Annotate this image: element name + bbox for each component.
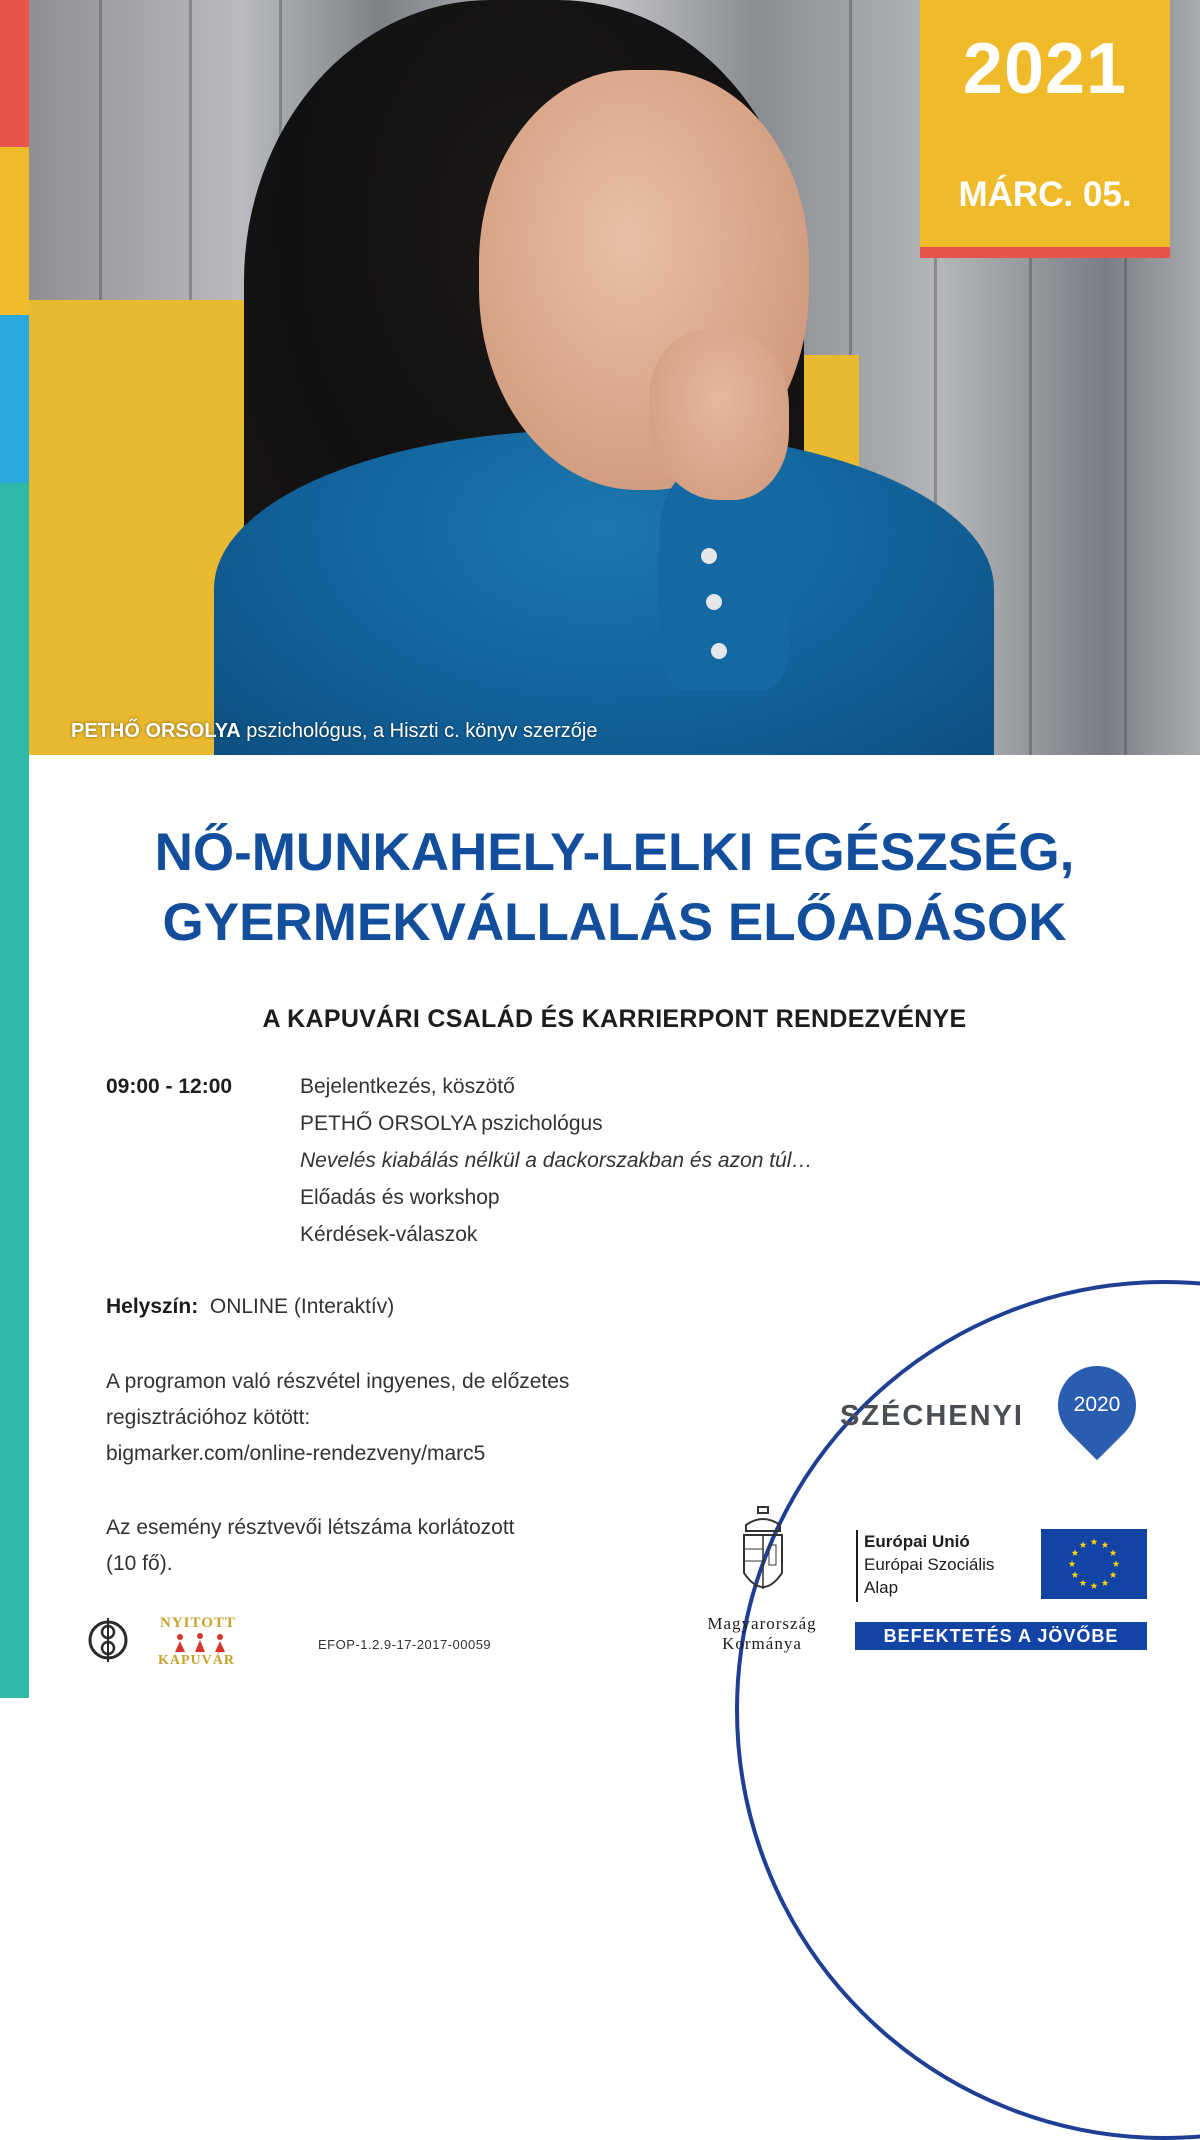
stripe-blue bbox=[0, 315, 29, 483]
nyitott-kapuvar-logo bbox=[150, 1615, 272, 1675]
schedule-item: PETHŐ ORSOLYA pszichológus bbox=[300, 1112, 603, 1135]
logo-text-bottom: KAPUVÁR bbox=[158, 1653, 235, 1668]
schedule-time: 09:00 - 12:00 bbox=[106, 1075, 233, 1098]
caption-role: pszichológus, a Hiszti c. könyv szerzője bbox=[246, 720, 598, 742]
registration-link[interactable]: bigmarker.com/online-rendezveny/marc5 bbox=[106, 1442, 486, 1465]
date-box bbox=[920, 0, 1170, 258]
government-line1: Magyarország bbox=[707, 1614, 817, 1633]
date-day: MÁRC. 05. bbox=[958, 175, 1132, 214]
event-title-line1: NŐ-MUNKAHELY-LELKI EGÉSZSÉG, bbox=[154, 823, 1075, 882]
eu-fund-line1: Európai Szociális bbox=[864, 1555, 995, 1574]
invest-banner: BEFEKTETÉS A JÖVŐBE bbox=[855, 1622, 1147, 1650]
photo-caption bbox=[71, 720, 598, 743]
location-value: ONLINE (Interaktív) bbox=[209, 1295, 395, 1318]
stripe-yellow bbox=[0, 147, 29, 315]
coat-of-arms-icon bbox=[738, 1505, 788, 1605]
project-code: EFOP-1.2.9-17-2017-00059 bbox=[318, 1637, 492, 1652]
logo-text-top: NYITOTT bbox=[160, 1615, 236, 1631]
event-title-line2: GYERMEKVÁLLALÁS ELŐADÁSOK bbox=[162, 893, 1067, 952]
event-subtitle: A KAPUVÁRI CSALÁD ÉS KARRIERPONT RENDEZVÉNYE bbox=[262, 1005, 967, 1033]
registration-line1: A programon való részvétel ingyenes, de előzetes bbox=[106, 1370, 570, 1393]
stripe-red bbox=[0, 0, 29, 147]
government-logo-text bbox=[672, 1614, 852, 1654]
organization-logo-icon bbox=[86, 1610, 130, 1670]
szechenyi-logo-text: SZÉCHENYI bbox=[840, 1400, 1024, 1432]
location-label: Helyszín: bbox=[106, 1295, 199, 1318]
schedule-item: Előadás és workshop bbox=[300, 1186, 500, 1209]
eu-title: Európai Unió bbox=[864, 1532, 970, 1551]
capacity-line1: Az esemény résztvevői létszáma korlátozott bbox=[106, 1516, 515, 1539]
caption-name: PETHŐ ORSOLYA bbox=[71, 720, 241, 742]
eu-fund-line2: Alap bbox=[864, 1578, 899, 1597]
registration-line2: regisztrációhoz kötött: bbox=[106, 1406, 311, 1429]
stripe-teal bbox=[0, 483, 29, 1698]
eu-divider bbox=[856, 1530, 858, 1602]
szechenyi-year: 2020 bbox=[1073, 1393, 1121, 1416]
eu-flag-icon bbox=[1041, 1529, 1147, 1599]
government-line2: Kormánya bbox=[722, 1634, 802, 1653]
schedule-item: Bejelentkezés, köszötő bbox=[300, 1075, 515, 1098]
schedule-item: Nevelés kiabálás nélkül a dackorszakban és azon túl… bbox=[300, 1149, 813, 1172]
eu-logo-text bbox=[864, 1530, 994, 1599]
capacity-line2: (10 fő). bbox=[106, 1552, 173, 1575]
location bbox=[106, 1295, 394, 1319]
schedule-item: Kérdések-válaszok bbox=[300, 1223, 478, 1246]
people-icon bbox=[170, 1632, 230, 1652]
date-year: 2021 bbox=[962, 29, 1128, 109]
